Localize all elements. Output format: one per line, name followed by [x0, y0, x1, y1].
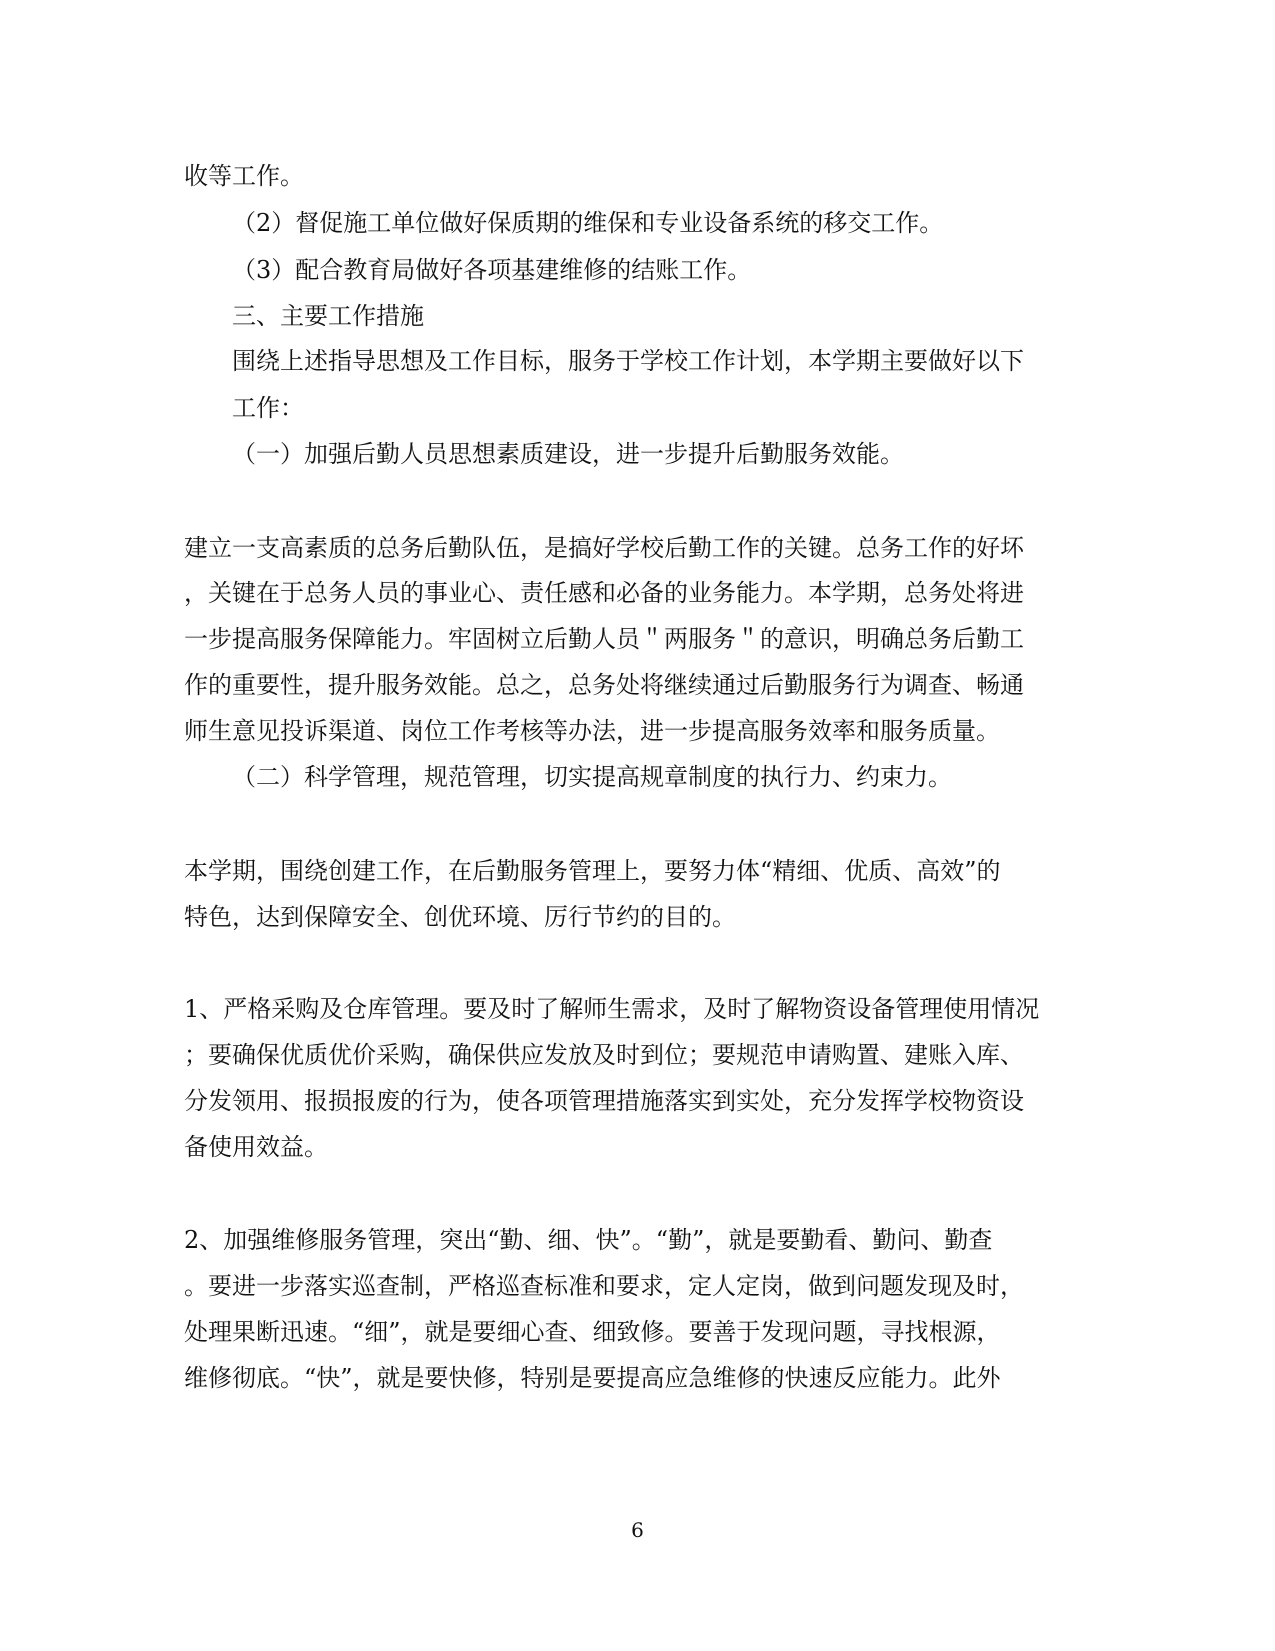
text-line: 围绕上述指导思想及工作目标，服务于学校工作计划，本学期主要做好以下: [232, 347, 1024, 375]
text-line: （2）督促施工单位做好保质期的维保和专业设备系统的移交工作。: [232, 209, 944, 237]
subsection-heading: （二）科学管理，规范管理，切实提高规章制度的执行力、约束力。: [232, 763, 952, 791]
section-heading: 三、主要工作措施: [232, 302, 424, 330]
text-line: ，关键在于总务人员的事业心、责任感和必备的业务能力。本学期，总务处将进: [184, 579, 1024, 607]
text-line: 工作：: [232, 394, 304, 422]
page-number: 6: [631, 1518, 644, 1542]
text-line: 备使用效益。: [184, 1133, 328, 1161]
text-line: 作的重要性，提升服务效能。总之，总务处将继续通过后勤服务行为调查、畅通: [184, 671, 1024, 699]
text-line: 特色，达到保障安全、创优环境、厉行节约的目的。: [184, 903, 736, 931]
text-line: 分发领用、报损报废的行为，使各项管理措施落实到实处，充分发挥学校物资设: [184, 1087, 1024, 1115]
text-line: 本学期，围绕创建工作，在后勤服务管理上，要努力体“精细、优质、高效”的: [184, 857, 1001, 885]
text-line: 一步提高服务保障能力。牢固树立后勤人员＂两服务＂的意识，明确总务后勤工: [184, 625, 1024, 653]
text-line: 师生意见投诉渠道、岗位工作考核等办法，进一步提高服务效率和服务质量。: [184, 717, 1000, 745]
text-line: 。要进一步落实巡查制，严格巡查标准和要求，定人定岗，做到问题发现及时，: [184, 1272, 1024, 1300]
text-line: （3）配合教育局做好各项基建维修的结账工作。: [232, 256, 752, 284]
text-line: 2、加强维修服务管理，突出“勤、细、快”。“勤”，就是要勤看、勤问、勤查: [184, 1226, 993, 1254]
subsection-heading: （一）加强后勤人员思想素质建设，进一步提升后勤服务效能。: [232, 440, 904, 468]
text-line: 收等工作。: [184, 162, 304, 190]
text-line: 建立一支高素质的总务后勤队伍，是搞好学校后勤工作的关键。总务工作的好坏: [184, 534, 1024, 562]
text-line: 处理果断迅速。“细”，就是要细心查、细致修。要善于发现问题，寻找根源，: [184, 1318, 1001, 1346]
text-line: 维修彻底。“快”，就是要快修，特别是要提高应急维修的快速反应能力。此外: [184, 1364, 1001, 1392]
text-line: 1、严格采购及仓库管理。要及时了解师生需求，及时了解物资设备管理使用情况: [184, 995, 1040, 1023]
text-line: ；要确保优质优价采购，确保供应发放及时到位；要规范申请购置、建账入库、: [184, 1041, 1024, 1069]
